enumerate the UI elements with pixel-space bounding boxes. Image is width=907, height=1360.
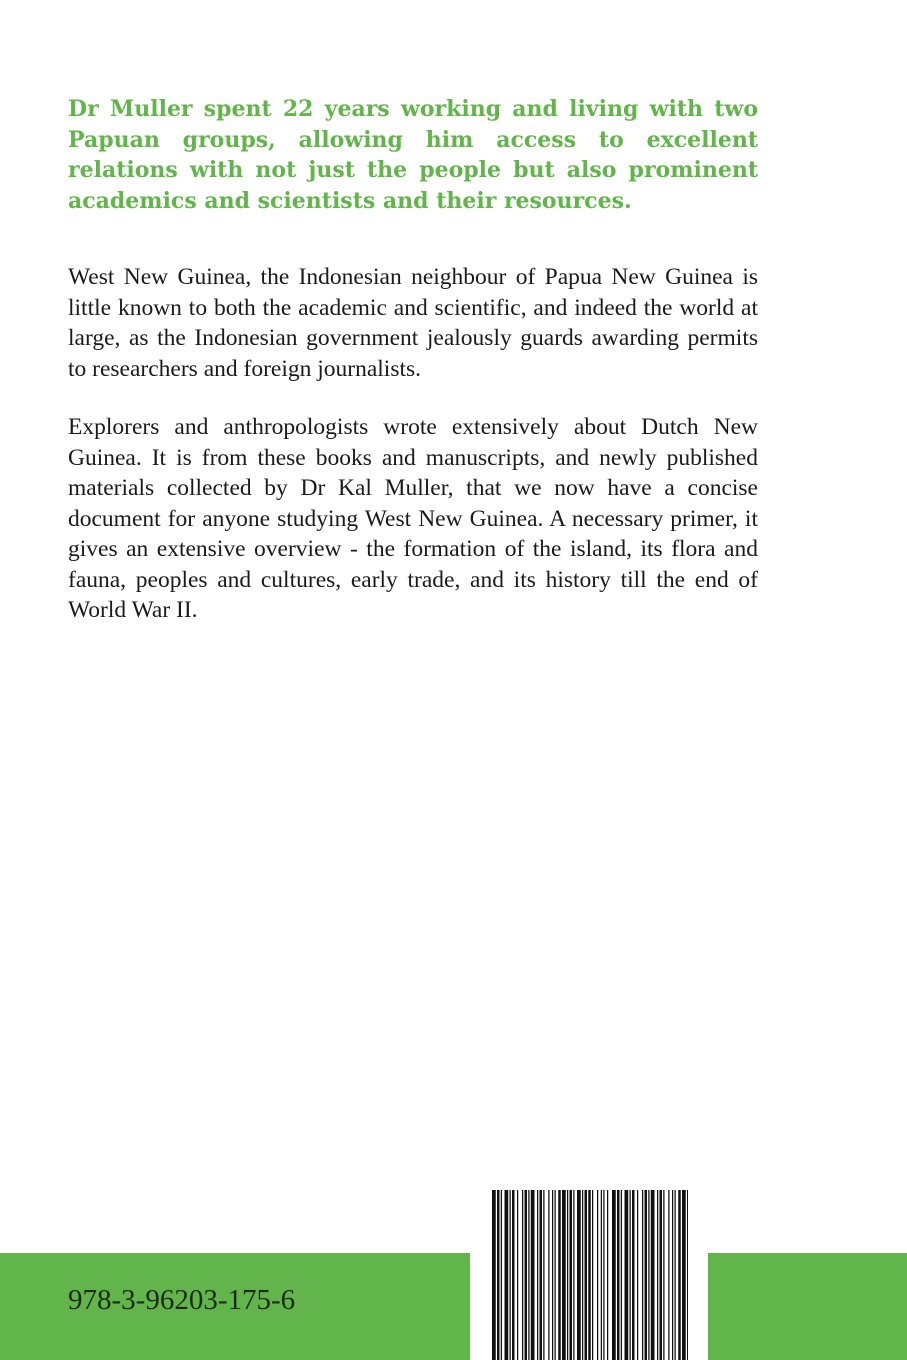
barcode-bar <box>657 1190 658 1360</box>
barcode-bar <box>517 1190 518 1360</box>
barcode-bar <box>648 1190 649 1360</box>
barcode-bar <box>625 1190 629 1360</box>
barcode-bar <box>630 1190 631 1360</box>
description-paragraph-1: West New Guinea, the Indonesian neighbour of Papua New Guinea is little known to both the academic and scientific, and indeed the world at large, as the Indonesian government jealously guards awarding permits to researchers and foreign journalists. <box>68 264 758 382</box>
barcode-bar <box>505 1190 509 1360</box>
barcode-bar <box>573 1190 574 1360</box>
barcode-bar <box>632 1190 635 1360</box>
barcode-bar <box>603 1190 604 1360</box>
barcode-bar <box>570 1190 573 1360</box>
barcode-bar <box>555 1190 556 1360</box>
barcode-bar <box>492 1190 496 1360</box>
lead-blurb: Dr Muller spent 22 years working and living with two Papuan groups, allowing him access to excellent relations with not just the people but also prominent academics and scientists and their resources. <box>68 96 758 214</box>
barcode-bar <box>567 1190 568 1360</box>
barcode-bar <box>522 1190 523 1360</box>
isbn-number: 978-3-96203-175-6 <box>68 1284 296 1316</box>
barcode-bar <box>525 1190 528 1360</box>
barcode-bar <box>543 1190 544 1360</box>
barcode-bar <box>528 1190 529 1360</box>
barcode-bar <box>540 1190 543 1360</box>
barcode-bar <box>548 1190 549 1360</box>
description-paragraph-2: Explorers and anthropologists wrote extensively about Dutch New Guinea. It is from these books and manuscripts, and newly published materials collected by Dr Kal Muller, that we now have a concise document for anyone studying West New Guinea. A necessary primer, it gives an extensive overview - the formation of the island, its flora and fauna, peoples and cultures, early trade, and its history till the end of World War II. <box>68 414 758 623</box>
barcode-bar <box>645 1190 648 1360</box>
barcode-bar <box>562 1190 566 1360</box>
barcode-bar <box>672 1190 673 1360</box>
barcode-bar <box>531 1190 535 1360</box>
barcode-bar <box>558 1190 561 1360</box>
barcode-bar <box>597 1190 598 1360</box>
barcode-bar <box>607 1190 608 1360</box>
barcode-bar <box>592 1190 593 1360</box>
barcode-bar <box>687 1190 688 1360</box>
barcode-bar <box>651 1190 655 1360</box>
barcode-bar <box>642 1190 643 1360</box>
barcode-bar <box>497 1190 500 1360</box>
barcode-bar <box>663 1190 664 1360</box>
barcode-icon <box>492 1190 688 1360</box>
barcode-panel <box>470 1165 708 1360</box>
barcode-bar <box>678 1190 681 1360</box>
green-band-right <box>708 1253 907 1360</box>
barcode-bar <box>612 1190 616 1360</box>
barcode-bar <box>621 1190 622 1360</box>
barcode-bar <box>588 1190 591 1360</box>
barcode-bar <box>577 1190 581 1360</box>
barcode-bar <box>537 1190 538 1360</box>
barcode-bar <box>617 1190 620 1360</box>
barcode-bar <box>585 1190 588 1360</box>
barcode-bar <box>582 1190 583 1360</box>
barcode-bar <box>601 1190 602 1360</box>
barcode-bar <box>512 1190 515 1360</box>
barcode-bar <box>668 1190 669 1360</box>
barcode-bar <box>660 1190 663 1360</box>
barcode-bar <box>637 1190 638 1360</box>
barcode-bar <box>501 1190 502 1360</box>
barcode-bar <box>510 1190 511 1360</box>
barcode-bar <box>682 1190 686 1360</box>
barcode-bar <box>552 1190 553 1360</box>
barcode-bar <box>675 1190 676 1360</box>
